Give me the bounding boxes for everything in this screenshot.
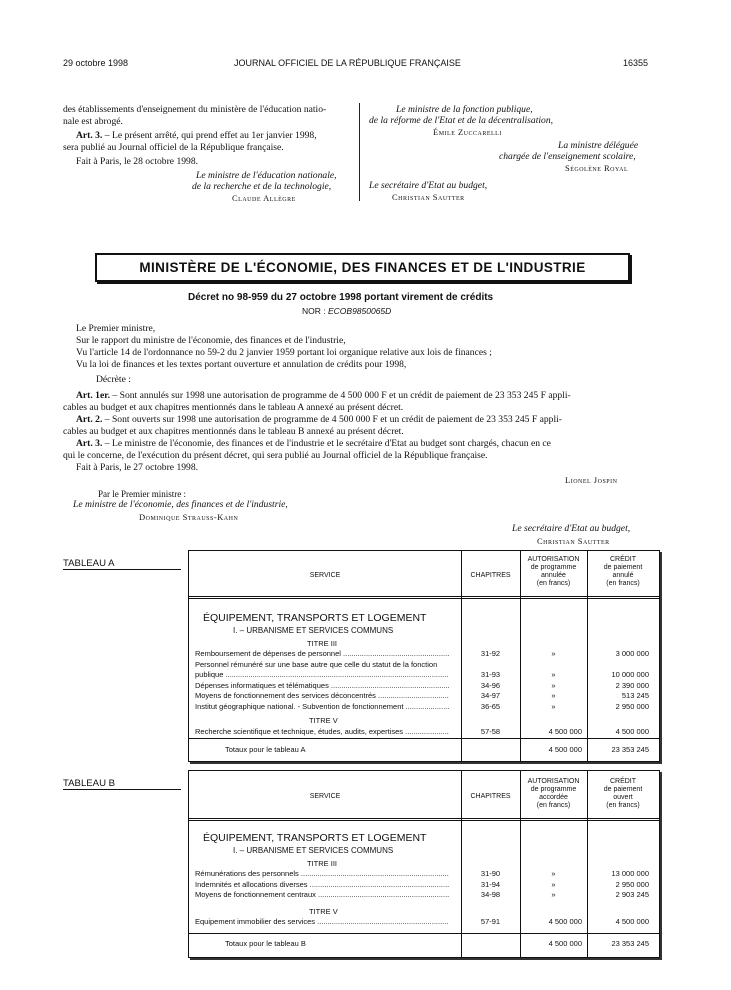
table-row-label: Indemnités et allocations diverses ..... bbox=[195, 880, 449, 890]
table-row-autorisation: » bbox=[551, 680, 556, 690]
prev-article3-line2: sera publié au Journal officiel de la République française. bbox=[63, 142, 284, 153]
table-row-autorisation: 4 500 000 bbox=[548, 917, 582, 926]
tableau-a bbox=[188, 550, 660, 762]
table-row-credit: 513 245 bbox=[621, 691, 649, 700]
tableau-a-col-credit: CRÉDIT de paiement annulé (en francs) bbox=[603, 556, 643, 587]
tableau-b-subsection: I. – URBANISME ET SERVICES COMMUNS bbox=[233, 846, 394, 855]
decree-secretary-title: Le secrétaire d'Etat au budget, bbox=[512, 523, 631, 534]
ministry-heading-box bbox=[95, 253, 630, 282]
table-row-chapitre: 34-97 bbox=[480, 691, 501, 700]
table-row-label: Remboursement de dépenses de personnel ..... bbox=[195, 649, 449, 659]
decree-line-ordonnance: Vu l'article 14 de l'ordonnance no 59-2 du 2 janvier 1959 portant loi organique relative aux lois de finances ; bbox=[76, 347, 492, 358]
tableau-a-section: ÉQUIPEMENT, TRANSPORTS ET LOGEMENT bbox=[203, 612, 427, 624]
table-row-label: Dépenses informatiques et télématiques ..... bbox=[195, 681, 449, 691]
decree-art1-line2: cables au budget et aux chapitres mentionnés dans le tableau A annexé au présent décret. bbox=[63, 402, 404, 413]
signatory-3-title-1: La ministre déléguée bbox=[558, 140, 639, 151]
table-row-autorisation: » bbox=[551, 701, 556, 711]
decree-art2-line1: Art. 2. – Sont ouverts sur 1998 une autorisation de programme de 4 500 000 F et un crédit de paiement de 23 353 245 F appli- bbox=[76, 414, 562, 425]
tableau-a-col-autorisation: AUTORISATION de programme annulée (en francs) bbox=[527, 556, 580, 587]
tableau-a-titre-v: TITRE V bbox=[309, 716, 338, 725]
decree-line-premier-ministre: Le Premier ministre, bbox=[76, 323, 156, 334]
tableau-a-col-chapitres: CHAPITRES bbox=[470, 572, 511, 579]
table-row-credit: 2 950 000 bbox=[615, 879, 649, 889]
table-row-credit: 2 390 000 bbox=[615, 680, 649, 690]
table-row-label: Rémunérations des personnels ..... bbox=[195, 869, 449, 879]
tableau-b-col-autorisation: AUTORISATION de programme accordée (en francs) bbox=[527, 778, 580, 809]
table-row-chapitre: 31-94 bbox=[480, 879, 501, 889]
table-row-label: Institut géographique national. - Subvention de fonctionnement ..... bbox=[195, 702, 449, 712]
tableau-b bbox=[188, 770, 660, 958]
signatory-2-title-1: Le ministre de la fonction publique, bbox=[396, 104, 533, 115]
table-row-autorisation: » bbox=[551, 649, 556, 658]
table-row-chapitre: 31-92 bbox=[480, 649, 501, 658]
decree-art3-line2: qui le concerne, de l'exécution du présent décret, qui sera publié au Journal officiel de la République française. bbox=[63, 450, 488, 461]
tableau-b-titre-v: TITRE V bbox=[309, 907, 338, 916]
decree-line-rapport: Sur le rapport du ministre de l'économie, des finances et de l'industrie, bbox=[76, 335, 346, 346]
table-row bbox=[189, 670, 659, 680]
decree-art1-line1: Art. 1er. – Sont annulés sur 1998 une autorisation de programme de 4 500 000 F et un crédit de paiement de 23 353 245 F appli- bbox=[76, 390, 571, 401]
table-row-autorisation: » bbox=[551, 869, 556, 878]
table-row bbox=[189, 681, 659, 691]
tableau-b-label: TABLEAU B bbox=[63, 778, 181, 790]
table-row bbox=[189, 869, 659, 879]
table-row-credit: 3 000 000 bbox=[615, 649, 649, 658]
table-row-credit: 13 000 000 bbox=[611, 869, 649, 878]
table-row bbox=[189, 890, 659, 900]
tableau-b-titre-iii: TITRE III bbox=[307, 859, 337, 868]
table-row-credit: 10 000 000 bbox=[611, 670, 649, 679]
tableau-a-label: TABLEAU A bbox=[63, 558, 181, 570]
decree-decrete: Décrète : bbox=[96, 374, 131, 385]
table-row bbox=[189, 702, 659, 712]
tableau-b-col-service: SERVICE bbox=[309, 793, 341, 800]
column-divider bbox=[359, 103, 360, 201]
decree-pm-name: Lionel Jospin bbox=[565, 475, 618, 485]
tableau-a-titre-iii: TITRE III bbox=[307, 639, 337, 648]
signatory-3-title-2: chargée de l'enseignement scolaire, bbox=[499, 151, 636, 162]
decree-art3-line1: Art. 3. – Le ministre de l'économie, des finances et de l'industrie et le secrétaire d'Etat au budget sont chargés, chacun en ce bbox=[76, 438, 551, 449]
decree-art2-line2: cables au budget et aux chapitres mentionnés dans le tableau B annexé au présent décret. bbox=[63, 426, 404, 437]
table-row-chapitre: 34-96 bbox=[480, 680, 501, 690]
header-date: 29 octobre 1998 bbox=[63, 58, 129, 68]
signatory-4-title: Le secrétaire d'Etat au budget, bbox=[369, 180, 488, 191]
table-row-label: Recherche scientifique et technique, études, audits, expertises ..... bbox=[195, 727, 449, 737]
table-row-autorisation: » bbox=[551, 890, 556, 899]
table-row-chapitre: 57-58 bbox=[480, 727, 501, 736]
decree-minister-name: Dominique Strauss-Kahn bbox=[139, 512, 239, 522]
header-page-number: 16355 bbox=[623, 58, 649, 68]
table-row-autorisation: » bbox=[551, 670, 556, 679]
table-row-label: Moyens de fonctionnement des services déconcentrés ..... bbox=[195, 691, 449, 701]
signatory-4-name: Christian Sautter bbox=[392, 192, 465, 202]
signatory-2-title-2: de la réforme de l'Etat et de la décentralisation, bbox=[369, 115, 554, 126]
prev-para-line2: nale est abrogé. bbox=[63, 116, 123, 127]
tableau-b-col-credit: CRÉDIT de paiement ouvert (en francs) bbox=[603, 778, 643, 809]
decree-line-loi-finances: Vu la loi de finances et les textes portant ouverture et annulation de crédits pour 1998, bbox=[76, 359, 407, 370]
signatory-2-name: Émile Zuccarelli bbox=[433, 127, 502, 137]
table-row-autorisation: 4 500 000 bbox=[548, 727, 582, 736]
table-row-label: Equipement immobilier des services ..... bbox=[195, 917, 449, 927]
decree-title: Décret no 98-959 du 27 octobre 1998 portant virement de crédits bbox=[188, 292, 494, 303]
table-row-label: Personnel rémunéré sur une base autre que celle du statut de la fonction bbox=[195, 659, 438, 669]
table-row-chapitre: 31-90 bbox=[480, 869, 501, 878]
signatory-1-name: Claude Allègre bbox=[232, 193, 296, 203]
table-row bbox=[189, 727, 659, 737]
table-row-chapitre: 34-98 bbox=[480, 890, 501, 899]
table-row bbox=[189, 649, 659, 659]
decree-fait: Fait à Paris, le 27 octobre 1998. bbox=[76, 462, 199, 473]
signatory-3-name: Ségolène Royal bbox=[565, 163, 629, 173]
header-journal-title: JOURNAL OFFICIEL DE LA RÉPUBLIQUE FRANÇAISE bbox=[234, 58, 461, 68]
table-row-chapitre: 31-93 bbox=[480, 670, 501, 679]
decree-par-le-premier-ministre: Par le Premier ministre : bbox=[98, 489, 186, 499]
signatory-1-title-2: de la recherche et de la technologie, bbox=[192, 181, 332, 192]
table-row-label: Moyens de fonctionnement centraux ..... bbox=[195, 890, 449, 900]
table-row bbox=[189, 660, 659, 670]
table-row-autorisation: » bbox=[551, 879, 556, 889]
table-row bbox=[189, 691, 659, 701]
tableau-b-total-row: Totaux pour le tableau B 4 500 000 23 353 245 bbox=[225, 939, 649, 948]
table-row-credit: 2 950 000 bbox=[615, 701, 649, 711]
ministry-heading: MINISTÈRE DE L'ÉCONOMIE, DES FINANCES ET DE L'INDUSTRIE bbox=[139, 260, 586, 275]
prev-para-line1: des établissements d'enseignement du ministère de l'éducation natio- bbox=[63, 104, 327, 115]
tableau-a-col-service: SERVICE bbox=[309, 572, 341, 579]
table-row bbox=[189, 880, 659, 890]
prev-fait: Fait à Paris, le 28 octobre 1998. bbox=[76, 156, 199, 167]
tableau-b-section: ÉQUIPEMENT, TRANSPORTS ET LOGEMENT bbox=[203, 832, 427, 844]
table-row-chapitre: 36-65 bbox=[480, 701, 501, 711]
tableau-a-subsection: I. – URBANISME ET SERVICES COMMUNS bbox=[233, 626, 394, 635]
tableau-b-col-chapitres: CHAPITRES bbox=[470, 793, 511, 800]
decree-nor: NOR : ECOB9850065D bbox=[302, 306, 392, 316]
table-row-chapitre: 57-91 bbox=[480, 917, 501, 926]
tableau-a-total-row: Totaux pour le tableau A 4 500 000 23 353 245 bbox=[225, 745, 649, 754]
prev-article3-line1: Art. 3. – Le présent arrêté, qui prend effet au 1er janvier 1998, bbox=[76, 130, 317, 141]
table-row-label: publique ..... bbox=[195, 670, 449, 680]
decree-secretary-name: Christian Sautter bbox=[537, 536, 610, 546]
decree-minister-title: Le ministre de l'économie, des finances et de l'industrie, bbox=[73, 499, 288, 510]
signatory-1-title-1: Le ministre de l'éducation nationale, bbox=[196, 170, 337, 181]
table-row bbox=[189, 917, 659, 927]
table-row-credit: 4 500 000 bbox=[615, 917, 649, 926]
table-row-autorisation: » bbox=[551, 691, 556, 700]
table-row-credit: 4 500 000 bbox=[615, 727, 649, 736]
table-row-credit: 2 903 245 bbox=[615, 890, 649, 899]
